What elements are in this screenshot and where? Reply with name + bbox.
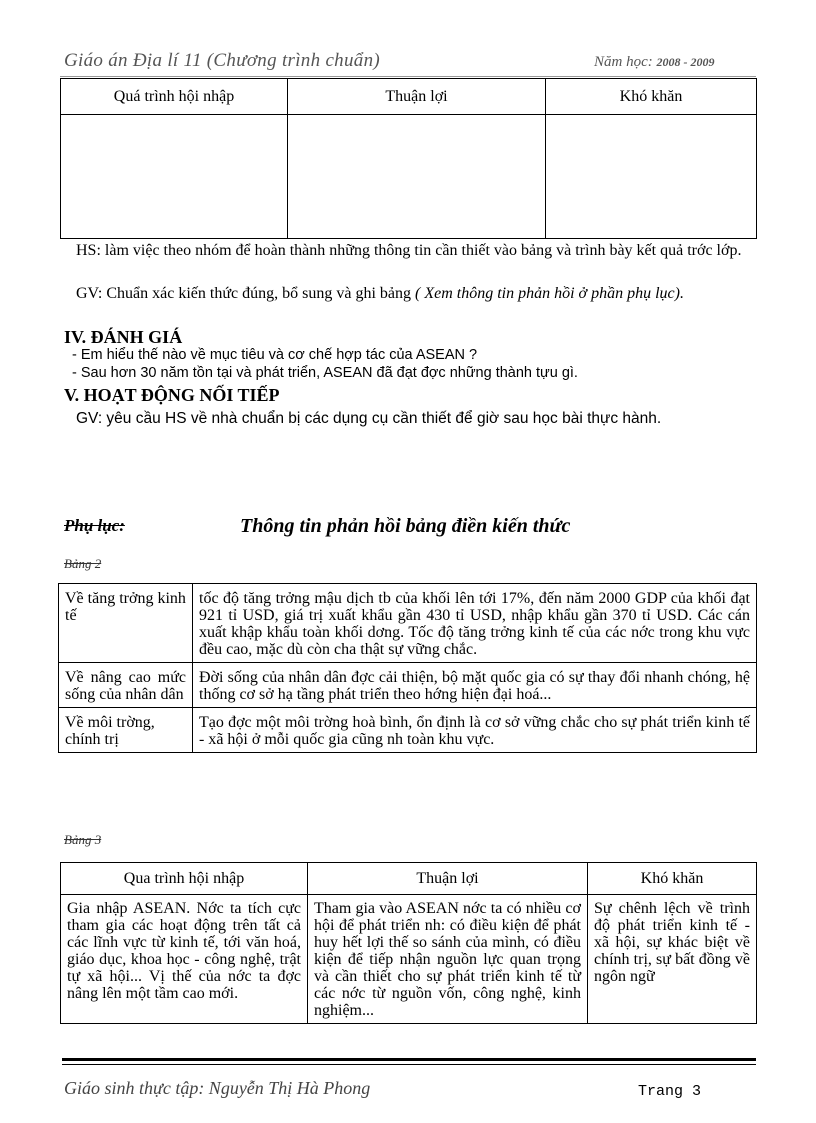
table-3-cell-advantages: Tham gia vào ASEAN nớc ta có nhiều cơ hội để phát triển nh: có điều kiện để phát huy hết lợi thế so sánh của mình, có điều kiện để tiếp nhận nguồn lực quan trọng và cần thiết cho sự phát triển kinh tế từ các nớc từ nguồn vốn, công nghệ, kinh nghiệm... <box>308 895 588 1024</box>
section-4-item: - Sau hơn 30 năm tồn tại và phát triển, ASEAN đã đạt đợc những thành tựu gì. <box>72 365 578 381</box>
hs-instruction-text: HS: làm việc theo nhóm để hoàn thành những thông tin cần thiết vào bảng và trình bày kết quả trớc lớp. <box>76 242 742 259</box>
table-row <box>59 584 757 663</box>
header-title: Giáo án Địa lí 11 (Chương trình chuẩn) <box>64 50 381 71</box>
row-text: tốc độ tăng trởng mậu dịch tb của khối lên tới 17%, đến năm 2000 GDP của khối đạt 921 tỉ USD, giá trị xuất khẩu gần 430 tỉ USD, nhập khẩu gần 370 tỉ USD. Các cán xuất khập khẩu toàn khối dơng. Tốc độ tăng trởng kinh tế của các nớc trong khu vực đều cao, mặc dù còn cha thật sự vững chắc. <box>193 584 757 663</box>
section-4-heading: IV. ĐÁNH GIÁ <box>64 327 183 347</box>
appendix-label: Phụ lục: <box>64 516 125 535</box>
gv-instruction-text: GV: Chuẩn xác kiến thức đúng, bổ sung và ghi bảng <box>76 285 415 302</box>
section-4-item: - Em hiểu thế nào về mục tiêu và cơ chế hợp tác của ASEAN ? <box>72 347 478 363</box>
row-label: Về nâng cao mức sống của nhân dân <box>59 663 193 708</box>
worksheet-table <box>60 78 757 239</box>
table-3-cell-integration: Gia nhập ASEAN. Nớc ta tích cực tham gia các hoạt động trên tất cả các lĩnh vực từ kinh tế, tới văn hoá, giáo dục, khoa học - công nghệ, trật tự xã hội... Vị thế của nớc ta đợc nâng lên một tầm cao mới. <box>61 895 308 1024</box>
table-3-header-advantages: Thuận lợi <box>308 863 588 895</box>
section-5-text: GV: yêu cầu HS về nhà chuẩn bị các dụng cụ cần thiết để giờ sau học bài thực hành. <box>76 410 662 427</box>
row-text: Đời sống của nhân dân đợc cải thiện, bộ mặt quốc gia có sự thay đổi nhanh chóng, hệ thống cơ sở hạ tầng phát triển theo hớng hiện đại hoá... <box>193 663 757 708</box>
row-text: Tạo đợc một môi trờng hoà bình, ổn định là cơ sở vững chắc cho sự phát triển kinh tế - xã hội ở mỗi quốc gia cũng nh toàn khu vực. <box>193 708 757 753</box>
feedback-table-2 <box>58 583 757 753</box>
footer-divider-thick <box>62 1058 756 1061</box>
table-2-label: Bảng 2 <box>64 556 102 571</box>
header-year-label: Năm học: <box>594 54 657 70</box>
section-5-heading: V. HOẠT ĐỘNG NỐI TIẾP <box>64 385 280 405</box>
header-year-value: 2008 - 2009 <box>656 55 715 69</box>
footer-divider-thin <box>62 1064 756 1065</box>
row-label: Về tăng trởng kinh tế <box>59 584 193 663</box>
gv-instruction <box>60 285 750 303</box>
worksheet-empty-cell <box>288 115 546 239</box>
page-number: Trang 3 <box>638 1083 702 1100</box>
appendix-title: Thông tin phản hồi bảng điền kiến thức <box>240 515 571 537</box>
table-3-header-integration: Qua trình hội nhập <box>61 863 308 895</box>
table-3-header-difficulties: Khó khăn <box>588 863 757 895</box>
footer-author: Giáo sinh thực tập: Nguyễn Thị Hà Phong <box>64 1078 371 1098</box>
worksheet-empty-cell <box>546 115 757 239</box>
worksheet-empty-cell <box>61 115 288 239</box>
header-school-year <box>594 54 715 71</box>
table-3-cell-difficulties: Sự chênh lệch về trình độ phát triển kinh tế - xã hội, sự khác biệt về chính trị, sự bất đồng về ngôn ngữ <box>588 895 757 1024</box>
table-3-label: Bảng 3 <box>64 832 102 847</box>
table-row <box>59 663 757 708</box>
table-row <box>59 708 757 753</box>
feedback-table-3 <box>60 862 757 1024</box>
row-label: Về môi trờng, chính trị <box>59 708 193 753</box>
hs-instruction <box>60 242 750 260</box>
header-divider <box>60 76 756 77</box>
table-row <box>61 895 757 1024</box>
worksheet-header-difficulties: Khó khăn <box>546 79 757 115</box>
worksheet-header-integration: Quá trình hội nhập <box>61 79 288 115</box>
worksheet-header-advantages: Thuận lợi <box>288 79 546 115</box>
gv-instruction-note: ( Xem thông tin phản hồi ở phần phụ lục). <box>414 285 684 302</box>
